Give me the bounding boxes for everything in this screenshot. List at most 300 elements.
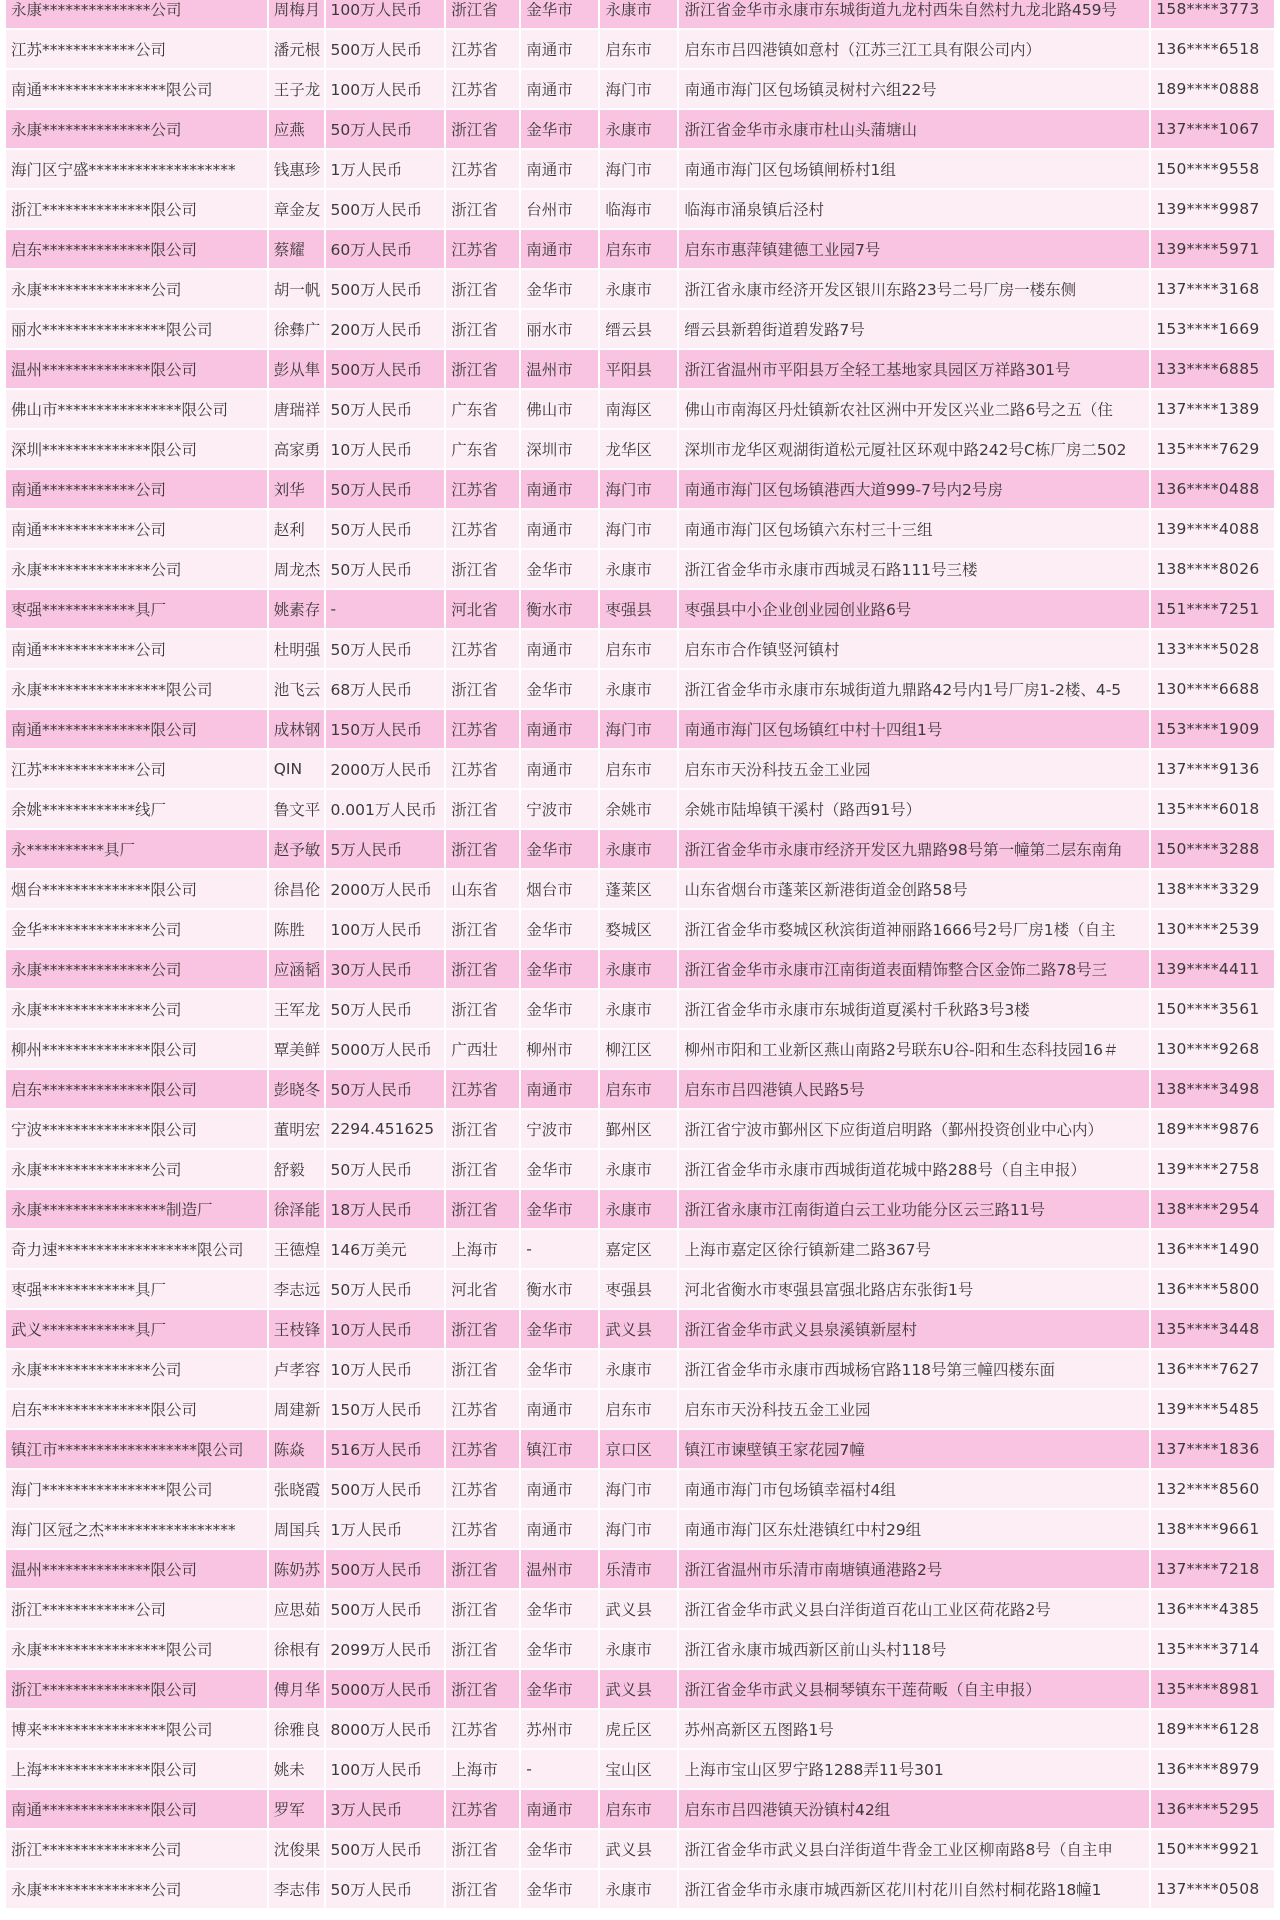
cell-company-name: 烟台**************限公司 <box>6 870 267 908</box>
table-row <box>6 910 1274 948</box>
cell-address: 浙江省金华市永康市西城杨官路118号第三幢四楼东面 <box>679 1350 1149 1388</box>
table-row <box>6 1070 1274 1108</box>
cell-phone: 130****6688 <box>1151 670 1274 708</box>
cell-city: 金华市 <box>521 1310 598 1348</box>
cell-address: 临海市涌泉镇后泾村 <box>679 190 1149 228</box>
cell-company-name: 浙江**************限公司 <box>6 1670 267 1708</box>
table-body <box>6 0 1274 1908</box>
cell-phone: 151****7251 <box>1151 590 1274 628</box>
cell-district: 启东市 <box>600 30 677 68</box>
cell-province: 浙江省 <box>446 1310 519 1348</box>
cell-company-name: 永康**************公司 <box>6 1870 267 1908</box>
cell-phone: 137****1067 <box>1151 110 1274 148</box>
cell-province: 江苏省 <box>446 150 519 188</box>
table-row <box>6 1590 1274 1628</box>
cell-province: 浙江省 <box>446 990 519 1028</box>
cell-district: 武义县 <box>600 1590 677 1628</box>
table-row <box>6 0 1274 28</box>
cell-company-name: 永康****************制造厂 <box>6 1190 267 1228</box>
cell-city: 金华市 <box>521 1630 598 1668</box>
cell-registered-capital: 10万人民币 <box>326 430 445 468</box>
cell-province: 浙江省 <box>446 1110 519 1148</box>
cell-legal-person: 徐根有 <box>269 1630 324 1668</box>
cell-address: 余姚市陆埠镇干溪村（路西91号） <box>679 790 1149 828</box>
cell-address: 浙江省金华市武义县白洋街道牛背金工业区柳南路8号（自主申 <box>679 1830 1149 1868</box>
cell-company-name: 枣强************具厂 <box>6 590 267 628</box>
cell-province: 浙江省 <box>446 310 519 348</box>
cell-province: 广东省 <box>446 430 519 468</box>
cell-address: 浙江省金华市永康市东城街道九龙村西朱自然村九龙北路459号 <box>679 0 1149 28</box>
cell-legal-person: 陈胜 <box>269 910 324 948</box>
cell-city: 深圳市 <box>521 430 598 468</box>
cell-company-name: 永**********具厂 <box>6 830 267 868</box>
table-row <box>6 1430 1274 1468</box>
cell-phone: 137****1836 <box>1151 1430 1274 1468</box>
cell-legal-person: 应涵韬 <box>269 950 324 988</box>
cell-registered-capital: 2000万人民币 <box>326 750 445 788</box>
cell-city: 金华市 <box>521 110 598 148</box>
cell-phone: 137****9136 <box>1151 750 1274 788</box>
cell-province: 浙江省 <box>446 670 519 708</box>
cell-address: 浙江省金华市永康市城西新区花川村花川自然村桐花路18幢1 <box>679 1870 1149 1908</box>
cell-company-name: 深圳**************限公司 <box>6 430 267 468</box>
cell-registered-capital: 18万人民币 <box>326 1190 445 1228</box>
cell-province: 江苏省 <box>446 1710 519 1748</box>
table-row <box>6 510 1274 548</box>
cell-district: 启东市 <box>600 750 677 788</box>
cell-registered-capital: 50万人民币 <box>326 1150 445 1188</box>
cell-province: 上海市 <box>446 1750 519 1788</box>
cell-city: 金华市 <box>521 950 598 988</box>
cell-district: 启东市 <box>600 1070 677 1108</box>
cell-address: 山东省烟台市蓬莱区新港街道金创路58号 <box>679 870 1149 908</box>
cell-phone: 136****8979 <box>1151 1750 1274 1788</box>
cell-phone: 189****0888 <box>1151 70 1274 108</box>
cell-legal-person: 姚未 <box>269 1750 324 1788</box>
cell-company-name: 浙江**************限公司 <box>6 190 267 228</box>
cell-address: 浙江省温州市乐清市南塘镇通港路2号 <box>679 1550 1149 1588</box>
cell-company-name: 金华**************公司 <box>6 910 267 948</box>
cell-registered-capital: 50万人民币 <box>326 1070 445 1108</box>
cell-address: 上海市宝山区罗宁路1288弄11号301 <box>679 1750 1149 1788</box>
cell-district: 蓬莱区 <box>600 870 677 908</box>
cell-district: 永康市 <box>600 950 677 988</box>
cell-district: 余姚市 <box>600 790 677 828</box>
cell-registered-capital: 2000万人民币 <box>326 870 445 908</box>
cell-phone: 150****3288 <box>1151 830 1274 868</box>
cell-registered-capital: 500万人民币 <box>326 1830 445 1868</box>
cell-city: 南通市 <box>521 1470 598 1508</box>
cell-address: 浙江省金华市婺城区秋滨街道神丽路1666号2号厂房1楼（自主 <box>679 910 1149 948</box>
cell-legal-person: 周龙杰 <box>269 550 324 588</box>
cell-province: 广东省 <box>446 390 519 428</box>
cell-registered-capital: 50万人民币 <box>326 630 445 668</box>
cell-province: 浙江省 <box>446 830 519 868</box>
cell-phone: 130****9268 <box>1151 1030 1274 1068</box>
cell-company-name: 启东**************限公司 <box>6 230 267 268</box>
cell-address: 浙江省金华市永康市东城街道夏溪村千秋路3号3楼 <box>679 990 1149 1028</box>
cell-registered-capital: 100万人民币 <box>326 1750 445 1788</box>
table-row <box>6 1030 1274 1068</box>
cell-district: 海门市 <box>600 70 677 108</box>
cell-city: 南通市 <box>521 510 598 548</box>
cell-district: 永康市 <box>600 1190 677 1228</box>
cell-address: 浙江省金华市永康市东城街道九鼎路42号内1号厂房1-2楼、4-5 <box>679 670 1149 708</box>
cell-legal-person: 徐彝广 <box>269 310 324 348</box>
cell-district: 海门市 <box>600 150 677 188</box>
cell-registered-capital: 5000万人民币 <box>326 1670 445 1708</box>
table-row <box>6 1190 1274 1228</box>
cell-province: 江苏省 <box>446 70 519 108</box>
cell-district: 宝山区 <box>600 1750 677 1788</box>
cell-address: 南通市海门区包场镇六东村三十三组 <box>679 510 1149 548</box>
cell-city: 金华市 <box>521 1870 598 1908</box>
cell-address: 上海市嘉定区徐行镇新建二路367号 <box>679 1230 1149 1268</box>
cell-company-name: 南通**************限公司 <box>6 710 267 748</box>
cell-address: 浙江省金华市永康市杜山头蒲塘山 <box>679 110 1149 148</box>
cell-address: 浙江省温州市平阳县万全轻工基地家具园区万祥路301号 <box>679 350 1149 388</box>
table-row <box>6 870 1274 908</box>
cell-address: 河北省衡水市枣强县富强北路店东张街1号 <box>679 1270 1149 1308</box>
cell-city: 烟台市 <box>521 870 598 908</box>
cell-company-name: 永康**************公司 <box>6 550 267 588</box>
cell-province: 江苏省 <box>446 1390 519 1428</box>
cell-district: 永康市 <box>600 1150 677 1188</box>
table-row <box>6 110 1274 148</box>
table-row <box>6 1870 1274 1908</box>
cell-city: 南通市 <box>521 30 598 68</box>
cell-city: 台州市 <box>521 190 598 228</box>
cell-registered-capital: 68万人民币 <box>326 670 445 708</box>
cell-phone: 135****3448 <box>1151 1310 1274 1348</box>
cell-legal-person: 董明宏 <box>269 1110 324 1148</box>
table-row <box>6 990 1274 1028</box>
cell-company-name: 枣强************具厂 <box>6 1270 267 1308</box>
cell-legal-person: 陈奶苏 <box>269 1550 324 1588</box>
cell-legal-person: 彭晓冬 <box>269 1070 324 1108</box>
cell-phone: 138****8026 <box>1151 550 1274 588</box>
cell-legal-person: 罗军 <box>269 1790 324 1828</box>
cell-district: 枣强县 <box>600 1270 677 1308</box>
cell-district: 永康市 <box>600 1870 677 1908</box>
cell-company-name: 永康****************限公司 <box>6 670 267 708</box>
cell-legal-person: 赵予敏 <box>269 830 324 868</box>
table-row <box>6 1830 1274 1868</box>
cell-city: 镇江市 <box>521 1430 598 1468</box>
cell-registered-capital: 150万人民币 <box>326 1390 445 1428</box>
cell-address: 南通市海门市包场镇幸福村4组 <box>679 1470 1149 1508</box>
cell-phone: 139****2758 <box>1151 1150 1274 1188</box>
cell-city: 丽水市 <box>521 310 598 348</box>
cell-district: 海门市 <box>600 470 677 508</box>
cell-city: - <box>521 1750 598 1788</box>
cell-province: 山东省 <box>446 870 519 908</box>
cell-company-name: 南通************公司 <box>6 630 267 668</box>
cell-legal-person: 潘元根 <box>269 30 324 68</box>
cell-company-name: 永康**************公司 <box>6 950 267 988</box>
cell-province: 浙江省 <box>446 350 519 388</box>
cell-address: 启东市天汾科技五金工业园 <box>679 750 1149 788</box>
cell-legal-person: 周建新 <box>269 1390 324 1428</box>
cell-province: 河北省 <box>446 590 519 628</box>
cell-province: 浙江省 <box>446 550 519 588</box>
cell-legal-person: 徐雅良 <box>269 1710 324 1748</box>
cell-province: 浙江省 <box>446 790 519 828</box>
table-row <box>6 1750 1274 1788</box>
cell-city: 南通市 <box>521 70 598 108</box>
cell-province: 江苏省 <box>446 1510 519 1548</box>
cell-registered-capital: 5万人民币 <box>326 830 445 868</box>
cell-registered-capital: 50万人民币 <box>326 390 445 428</box>
cell-city: 南通市 <box>521 750 598 788</box>
cell-district: 缙云县 <box>600 310 677 348</box>
cell-legal-person: 胡一帆 <box>269 270 324 308</box>
cell-address: 启东市吕四港镇天汾镇村42组 <box>679 1790 1149 1828</box>
cell-city: 金华市 <box>521 1670 598 1708</box>
cell-city: 衡水市 <box>521 590 598 628</box>
cell-registered-capital: 1万人民币 <box>326 1510 445 1548</box>
table-row <box>6 1710 1274 1748</box>
table-row <box>6 1310 1274 1348</box>
cell-province: 江苏省 <box>446 710 519 748</box>
cell-phone: 158****3773 <box>1151 0 1274 28</box>
table-row <box>6 1230 1274 1268</box>
cell-address: 南通市海门区包场镇闸桥村1组 <box>679 150 1149 188</box>
table-row <box>6 150 1274 188</box>
cell-legal-person: 唐瑞祥 <box>269 390 324 428</box>
cell-province: 浙江省 <box>446 1590 519 1628</box>
cell-address: 南通市海门区包场镇港西大道999-7号内2号房 <box>679 470 1149 508</box>
cell-address: 南通市海门区包场镇红中村十四组1号 <box>679 710 1149 748</box>
cell-address: 枣强县中小企业创业园创业路6号 <box>679 590 1149 628</box>
cell-city: 金华市 <box>521 910 598 948</box>
cell-city: 柳州市 <box>521 1030 598 1068</box>
table-row <box>6 1350 1274 1388</box>
cell-registered-capital: 500万人民币 <box>326 350 445 388</box>
cell-city: 温州市 <box>521 1550 598 1588</box>
cell-phone: 137****7218 <box>1151 1550 1274 1588</box>
cell-city: 金华市 <box>521 550 598 588</box>
cell-phone: 138****9661 <box>1151 1510 1274 1548</box>
cell-phone: 135****3714 <box>1151 1630 1274 1668</box>
cell-address: 浙江省永康市江南街道白云工业功能分区云三路11号 <box>679 1190 1149 1228</box>
table-row <box>6 1150 1274 1188</box>
cell-phone: 137****3168 <box>1151 270 1274 308</box>
cell-district: 柳江区 <box>600 1030 677 1068</box>
cell-phone: 135****7629 <box>1151 430 1274 468</box>
cell-province: 浙江省 <box>446 110 519 148</box>
table-row <box>6 1630 1274 1668</box>
cell-district: 鄞州区 <box>600 1110 677 1148</box>
cell-company-name: 柳州**************限公司 <box>6 1030 267 1068</box>
table-row <box>6 1670 1274 1708</box>
cell-city: 南通市 <box>521 1510 598 1548</box>
cell-company-name: 博来****************限公司 <box>6 1710 267 1748</box>
table-row <box>6 390 1274 428</box>
cell-registered-capital: 3万人民币 <box>326 1790 445 1828</box>
cell-company-name: 海门区宁盛******************* <box>6 150 267 188</box>
table-row <box>6 710 1274 748</box>
cell-phone: 189****9876 <box>1151 1110 1274 1148</box>
cell-province: 浙江省 <box>446 1190 519 1228</box>
cell-address: 佛山市南海区丹灶镇新农社区洲中开发区兴业二路6号之五（住 <box>679 390 1149 428</box>
cell-phone: 130****2539 <box>1151 910 1274 948</box>
cell-registered-capital: 500万人民币 <box>326 1590 445 1628</box>
cell-city: 宁波市 <box>521 1110 598 1148</box>
cell-phone: 153****1909 <box>1151 710 1274 748</box>
cell-address: 浙江省宁波市鄞州区下应街道启明路（鄞州投资创业中心内） <box>679 1110 1149 1148</box>
cell-province: 江苏省 <box>446 1470 519 1508</box>
cell-district: 永康市 <box>600 670 677 708</box>
cell-province: 河北省 <box>446 1270 519 1308</box>
cell-province: 浙江省 <box>446 1830 519 1868</box>
cell-province: 江苏省 <box>446 470 519 508</box>
table-row <box>6 1270 1274 1308</box>
cell-district: 永康市 <box>600 550 677 588</box>
cell-company-name: 永康**************公司 <box>6 0 267 28</box>
cell-district: 虎丘区 <box>600 1710 677 1748</box>
cell-city: 金华市 <box>521 1150 598 1188</box>
cell-address: 苏州高新区五图路1号 <box>679 1710 1149 1748</box>
cell-legal-person: 姚素存 <box>269 590 324 628</box>
cell-address: 浙江省永康市城西新区前山头村118号 <box>679 1630 1149 1668</box>
cell-city: 金华市 <box>521 270 598 308</box>
cell-registered-capital: 8000万人民币 <box>326 1710 445 1748</box>
cell-address: 南通市海门区包场镇灵树村六组22号 <box>679 70 1149 108</box>
cell-registered-capital: 5000万人民币 <box>326 1030 445 1068</box>
cell-city: 金华市 <box>521 670 598 708</box>
cell-registered-capital: - <box>326 590 445 628</box>
cell-address: 启东市惠萍镇建德工业园7号 <box>679 230 1149 268</box>
cell-province: 浙江省 <box>446 1630 519 1668</box>
cell-company-name: 宁波**************限公司 <box>6 1110 267 1148</box>
table-row <box>6 430 1274 468</box>
cell-city: 金华市 <box>521 1350 598 1388</box>
cell-phone: 132****8560 <box>1151 1470 1274 1508</box>
cell-phone: 136****7627 <box>1151 1350 1274 1388</box>
cell-province: 浙江省 <box>446 1670 519 1708</box>
cell-district: 乐清市 <box>600 1550 677 1588</box>
cell-company-name: 永康****************限公司 <box>6 1630 267 1668</box>
table-row <box>6 310 1274 348</box>
cell-legal-person: QIN <box>269 750 324 788</box>
table-row <box>6 590 1274 628</box>
cell-district: 京口区 <box>600 1430 677 1468</box>
cell-district: 永康市 <box>600 990 677 1028</box>
cell-company-name: 南通************公司 <box>6 470 267 508</box>
cell-phone: 150****9921 <box>1151 1830 1274 1868</box>
table-row <box>6 1470 1274 1508</box>
cell-legal-person: 李志远 <box>269 1270 324 1308</box>
cell-district: 嘉定区 <box>600 1230 677 1268</box>
cell-province: 浙江省 <box>446 190 519 228</box>
cell-address: 镇江市谏壁镇王家花园7幢 <box>679 1430 1149 1468</box>
cell-province: 江苏省 <box>446 630 519 668</box>
cell-registered-capital: 50万人民币 <box>326 1270 445 1308</box>
cell-phone: 135****8981 <box>1151 1670 1274 1708</box>
cell-registered-capital: 0.001万人民币 <box>326 790 445 828</box>
cell-legal-person: 钱惠珍 <box>269 150 324 188</box>
cell-registered-capital: 60万人民币 <box>326 230 445 268</box>
cell-address: 启东市天汾科技五金工业园 <box>679 1390 1149 1428</box>
cell-province: 上海市 <box>446 1230 519 1268</box>
cell-district: 武义县 <box>600 1670 677 1708</box>
cell-company-name: 永康**************公司 <box>6 990 267 1028</box>
cell-city: 南通市 <box>521 230 598 268</box>
cell-company-name: 温州**************限公司 <box>6 1550 267 1588</box>
cell-phone: 139****5971 <box>1151 230 1274 268</box>
cell-city: 南通市 <box>521 150 598 188</box>
cell-address: 浙江省金华市武义县白洋街道百花山工业区荷花路2号 <box>679 1590 1149 1628</box>
cell-address: 柳州市阳和工业新区燕山南路2号联东U谷-阳和生态科技园16＃ <box>679 1030 1149 1068</box>
cell-registered-capital: 50万人民币 <box>326 510 445 548</box>
cell-company-name: 启东**************限公司 <box>6 1070 267 1108</box>
cell-legal-person: 池飞云 <box>269 670 324 708</box>
cell-registered-capital: 50万人民币 <box>326 1870 445 1908</box>
cell-city: 佛山市 <box>521 390 598 428</box>
cell-legal-person: 赵利 <box>269 510 324 548</box>
cell-registered-capital: 150万人民币 <box>326 710 445 748</box>
cell-province: 江苏省 <box>446 1430 519 1468</box>
cell-address: 南通市海门区东灶港镇红中村29组 <box>679 1510 1149 1548</box>
cell-company-name: 上海**************限公司 <box>6 1750 267 1788</box>
cell-city: 南通市 <box>521 710 598 748</box>
table-row <box>6 1110 1274 1148</box>
cell-city: 宁波市 <box>521 790 598 828</box>
cell-company-name: 海门区冠之杰***************** <box>6 1510 267 1548</box>
cell-city: 南通市 <box>521 470 598 508</box>
cell-city: 金华市 <box>521 0 598 28</box>
table-row <box>6 190 1274 228</box>
cell-company-name: 永康**************公司 <box>6 1350 267 1388</box>
cell-address: 浙江省金华市武义县桐琴镇东干莲荷畈（自主申报） <box>679 1670 1149 1708</box>
table-row <box>6 630 1274 668</box>
cell-registered-capital: 50万人民币 <box>326 550 445 588</box>
cell-registered-capital: 2294.451625 <box>326 1110 445 1148</box>
cell-province: 浙江省 <box>446 910 519 948</box>
cell-phone: 133****6885 <box>1151 350 1274 388</box>
cell-registered-capital: 500万人民币 <box>326 190 445 228</box>
cell-registered-capital: 30万人民币 <box>326 950 445 988</box>
cell-legal-person: 高家勇 <box>269 430 324 468</box>
cell-legal-person: 舒毅 <box>269 1150 324 1188</box>
table-row <box>6 750 1274 788</box>
cell-company-name: 奇力速******************限公司 <box>6 1230 267 1268</box>
cell-district: 平阳县 <box>600 350 677 388</box>
cell-district: 永康市 <box>600 110 677 148</box>
cell-province: 江苏省 <box>446 510 519 548</box>
cell-legal-person: 章金友 <box>269 190 324 228</box>
cell-company-name: 永康**************公司 <box>6 270 267 308</box>
cell-legal-person: 覃美鲜 <box>269 1030 324 1068</box>
cell-address: 缙云县新碧街道碧发路7号 <box>679 310 1149 348</box>
cell-district: 海门市 <box>600 710 677 748</box>
cell-company-name: 浙江************公司 <box>6 1590 267 1628</box>
cell-registered-capital: 100万人民币 <box>326 910 445 948</box>
cell-registered-capital: 500万人民币 <box>326 30 445 68</box>
cell-province: 江苏省 <box>446 1790 519 1828</box>
cell-address: 浙江省金华市永康市江南街道表面精饰整合区金饰二路78号三 <box>679 950 1149 988</box>
cell-company-name: 浙江**************公司 <box>6 1830 267 1868</box>
cell-legal-person: 刘华 <box>269 470 324 508</box>
cell-phone: 138****3498 <box>1151 1070 1274 1108</box>
cell-district: 婺城区 <box>600 910 677 948</box>
cell-province: 江苏省 <box>446 1070 519 1108</box>
cell-registered-capital: 1万人民币 <box>326 150 445 188</box>
cell-district: 海门市 <box>600 510 677 548</box>
cell-phone: 189****6128 <box>1151 1710 1274 1748</box>
cell-city: 南通市 <box>521 1390 598 1428</box>
